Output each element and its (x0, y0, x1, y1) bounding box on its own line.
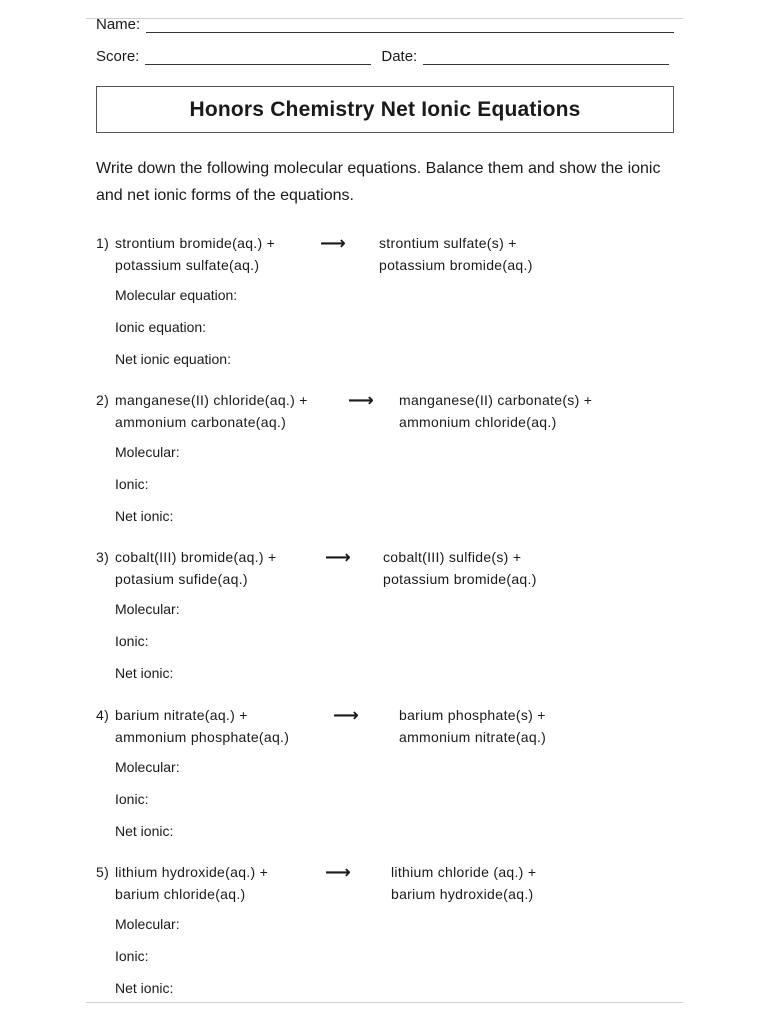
problem-number: 1) (96, 235, 110, 251)
product-line: lithium chloride (aq.) + (391, 864, 537, 880)
product-line: barium hydroxide(aq.) (391, 886, 534, 902)
product-line: ammonium nitrate(aq.) (399, 729, 547, 745)
problem-products (379, 232, 533, 276)
problem-2 (96, 389, 686, 539)
worksheet-title: Honors Chemistry Net Ionic Equations (96, 86, 674, 133)
ionic-equation-label: Ionic equation: (115, 319, 207, 335)
problem-3 (96, 546, 686, 696)
problem-number: 4) (96, 707, 110, 723)
problem-reactants (96, 232, 275, 276)
reaction-arrow-icon: ⟶ (320, 233, 346, 253)
net-ionic-equation-label: Net ionic: (115, 823, 174, 839)
molecular-equation-label: Molecular: (115, 444, 180, 460)
problem-4 (96, 704, 686, 854)
net-ionic-equation-label: Net ionic equation: (115, 351, 231, 367)
problem-number: 2) (96, 392, 110, 408)
name-label: Name: (96, 16, 141, 33)
reaction-arrow-icon: ⟶ (325, 547, 351, 567)
reaction-arrow-icon: ⟶ (348, 390, 374, 410)
reactant-line: barium chloride(aq.) (115, 886, 246, 902)
problem-products (399, 704, 546, 748)
bottom-rule (86, 1002, 683, 1003)
problem-products (383, 546, 537, 590)
name-blank-line[interactable] (146, 18, 674, 33)
product-line: cobalt(III) sulfide(s) + (383, 549, 522, 565)
ionic-equation-label: Ionic: (115, 791, 149, 807)
product-line: manganese(II) carbonate(s) + (399, 392, 593, 408)
ionic-equation-label: Ionic: (115, 633, 149, 649)
reactant-line: potasium sufide(aq.) (115, 571, 248, 587)
reactant-line: ammonium carbonate(aq.) (115, 414, 287, 430)
instructions: Write down the following molecular equations. Balance them and show the ionic and net ionic forms of the equations. (96, 160, 661, 204)
score-blank-line[interactable] (145, 50, 371, 65)
problem-number: 3) (96, 549, 110, 565)
molecular-equation-label: Molecular: (115, 916, 180, 932)
reactant-line: barium nitrate(aq.) + (115, 707, 248, 723)
net-ionic-equation-label: Net ionic: (115, 665, 174, 681)
ionic-equation-label: Ionic: (115, 948, 149, 964)
reaction-arrow-icon: ⟶ (333, 705, 359, 725)
problem-1 (96, 232, 686, 382)
product-line: potassium bromide(aq.) (383, 571, 537, 587)
product-line: potassium bromide(aq.) (379, 257, 533, 273)
reaction-arrow-icon: ⟶ (325, 862, 351, 882)
name-field[interactable] (96, 16, 674, 33)
problem-reactants (96, 704, 289, 748)
reactant-line: manganese(II) chloride(aq.) + (115, 392, 308, 408)
score-label: Score: (96, 48, 140, 65)
problem-number: 5) (96, 864, 110, 880)
problem-products (399, 389, 592, 433)
reactant-line: potassium sulfate(aq.) (115, 257, 260, 273)
ionic-equation-label: Ionic: (115, 476, 149, 492)
molecular-equation-label: Molecular equation: (115, 287, 238, 303)
problem-reactants (96, 546, 276, 590)
product-line: strontium sulfate(s) + (379, 235, 517, 251)
date-blank-line[interactable] (423, 50, 669, 65)
product-line: barium phosphate(s) + (399, 707, 546, 723)
problem-reactants (96, 389, 308, 433)
problem-5 (96, 861, 686, 1011)
molecular-equation-label: Molecular: (115, 759, 180, 775)
reactant-line: lithium hydroxide(aq.) + (115, 864, 269, 880)
reactant-line: ammonium phosphate(aq.) (115, 729, 290, 745)
date-label: Date: (381, 48, 418, 65)
problem-products (391, 861, 536, 905)
score-date-row (96, 48, 669, 65)
product-line: ammonium chloride(aq.) (399, 414, 557, 430)
problem-reactants (96, 861, 268, 905)
molecular-equation-label: Molecular: (115, 601, 180, 617)
reactant-line: cobalt(III) bromide(aq.) + (115, 549, 277, 565)
net-ionic-equation-label: Net ionic: (115, 980, 174, 996)
reactant-line: strontium bromide(aq.) + (115, 235, 276, 251)
net-ionic-equation-label: Net ionic: (115, 508, 174, 524)
